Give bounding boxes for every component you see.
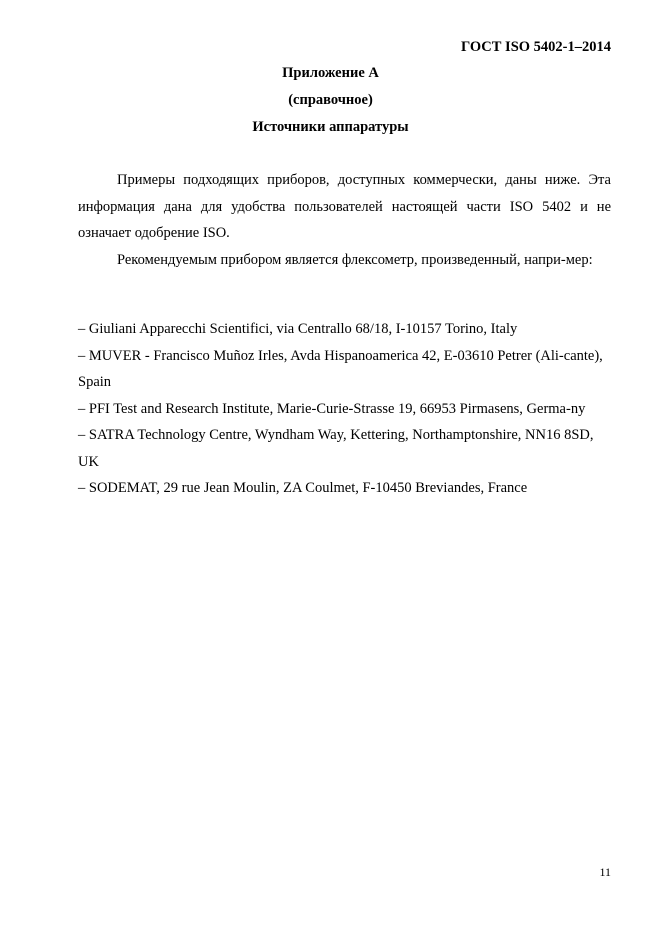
body-paragraph-2 (78, 247, 611, 274)
list-item: – SATRA Technology Centre, Wyndham Way, Kettering, Northamptonshire, NN16 8SD, UK (78, 427, 594, 470)
annex-title: Приложение А (282, 65, 379, 81)
body-paragraph-1 (78, 167, 611, 247)
list-item: – MUVER - Francisco Muñoz Irles, Avda Hispanoamerica 42, E-03610 Petrer (Ali-cante), Spain (78, 347, 603, 390)
list-item: – PFI Test and Research Institute, Marie-Curie-Strasse 19, 66953 Pirmasens, Germa-ny (78, 400, 586, 417)
document-header: ГОСТ ISO 5402-1–2014 (460, 39, 611, 55)
list-item: – SODEMAT, 29 rue Jean Moulin, ZA Coulmet, F-10450 Breviandes, France (78, 480, 528, 496)
paragraph-text: Примеры подходящих приборов, доступных коммерчески, даны ниже. Эта информация дана для удобства пользователей настоящей части ISO 5402 и не означает одобрение ISO. (78, 172, 611, 241)
annex-name: Источники аппаратуры (252, 119, 409, 135)
paragraph-text: Рекомендуемым прибором является флексометр, произведенный, напри-мер: (117, 252, 593, 268)
list-item: – Giuliani Apparecchi Scientifici, via Centrallo 68/18, I-10157 Torino, Italy (78, 321, 518, 337)
page-number: 11 (599, 865, 611, 879)
annex-type: (справочное) (288, 92, 373, 108)
supplier-list (78, 316, 611, 502)
